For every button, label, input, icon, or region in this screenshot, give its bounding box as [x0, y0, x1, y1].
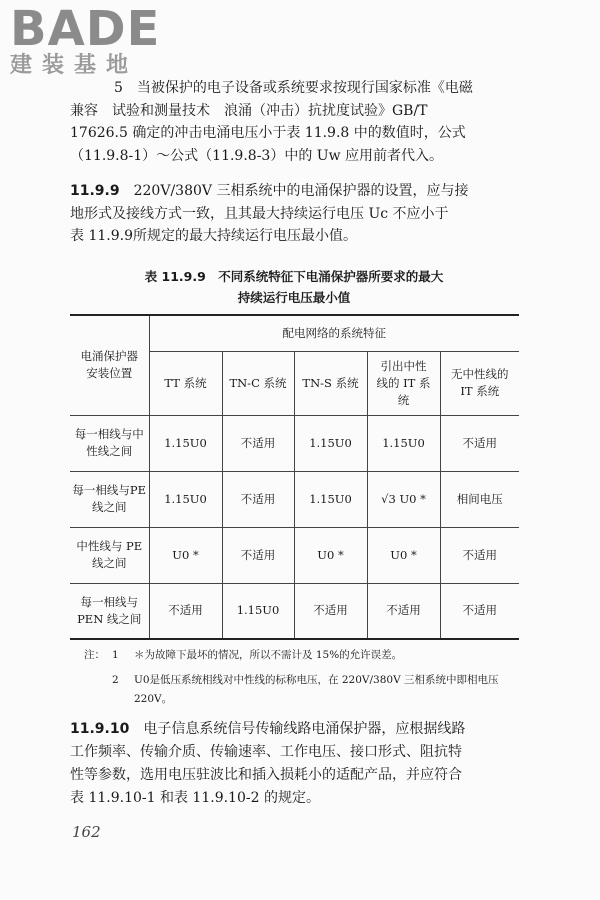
- table-cell: 不适用: [222, 527, 294, 583]
- table-cell: 相间电压: [440, 471, 519, 527]
- clause-line-3: 性等参数，选用电压驻波比和插入损耗小的适配产品，并应符合: [70, 767, 462, 783]
- intro-line-1: 5 当被保护的电子设备或系统要求按现行国家标准《电磁: [114, 80, 473, 96]
- group-header: 配电网络的系统特征: [149, 315, 519, 351]
- intro-paragraph-continued: [70, 100, 532, 168]
- logo-subtitle: 建装基地: [10, 53, 139, 78]
- table-cell: U0 *: [367, 527, 440, 583]
- intro-line-2: 兼容 试验和测量技术 浪涌（冲击）抗扰度试验》GB/T: [70, 102, 428, 119]
- table-cell: 1.15U0: [149, 415, 222, 471]
- corner-header: 电涌保护器安装位置: [70, 315, 149, 415]
- table-cell: 1.15U0: [294, 471, 367, 527]
- note-number: 1: [112, 649, 119, 661]
- intro-paragraph: [70, 77, 576, 100]
- table-row: [70, 527, 519, 583]
- clause-number: 11.9.10: [70, 721, 130, 737]
- table-cell: 1.15U0: [222, 583, 294, 639]
- clause-11-9-9: [70, 180, 532, 248]
- table-notes: [84, 646, 524, 709]
- table-row: [70, 583, 519, 639]
- row-label: 每一相线与中性线之间: [70, 415, 149, 471]
- column-header: 引出中性线的 IT 系统: [367, 351, 440, 415]
- clause-number: 11.9.9: [70, 183, 120, 199]
- page-number: 162: [72, 823, 101, 841]
- table-caption: [70, 266, 518, 308]
- clause-line-1: 电子信息系统信号传输线路电涌保护器，应根据线路: [143, 721, 466, 737]
- clause-line-1: 220V/380V 三相系统中的电涌保护器的设置，应与接: [133, 183, 469, 199]
- voltage-spec-table: [70, 314, 519, 640]
- clause-line-4: 表 11.9.10-1 和表 11.9.10-2 的规定。: [70, 790, 320, 806]
- note-number: 2: [112, 674, 119, 686]
- table-cell: 不适用: [222, 415, 294, 471]
- clause-line-2: 地形式及接线方式一致，且其最大持续运行电压 Uc 不应小于: [70, 205, 449, 222]
- table-cell: √3 U0 *: [367, 471, 440, 527]
- table-cell: 不适用: [222, 471, 294, 527]
- clause-11-9-10: [70, 718, 532, 810]
- table-caption-line-1: 表 11.9.9 不同系统特征下电涌保护器所要求的最大: [144, 269, 444, 284]
- notes-label: 注：: [84, 649, 105, 661]
- logo-wordmark: BADE: [10, 1, 161, 57]
- bade-logo: [10, 1, 161, 78]
- column-header: 无中性线的 IT 系统: [440, 351, 519, 415]
- table-cell: 不适用: [440, 415, 519, 471]
- table-caption-line-2: 持续运行电压最小值: [237, 290, 351, 305]
- table-cell: 不适用: [294, 583, 367, 639]
- note-text: U0是低压系统相线对中性线的标称电压，在 220V/380V 三相系统中即相电压 220V。: [134, 674, 499, 705]
- table-cell: 不适用: [149, 583, 222, 639]
- clause-line-2: 工作频率、传输介质、传输速率、工作电压、接口形式、阻抗特: [70, 744, 462, 760]
- column-header: TT 系统: [149, 351, 222, 415]
- note-text: ＊为故障下最坏的情况，所以不需计及 15%的允许误差。: [134, 649, 403, 661]
- table-cell: 1.15U0: [294, 415, 367, 471]
- clause-line-3: 表 11.9.9所规定的最大持续运行电压最小值。: [70, 228, 357, 244]
- table-cell: 1.15U0: [149, 471, 222, 527]
- table-row: [70, 415, 519, 471]
- row-label: 中性线与 PE 线之间: [70, 527, 149, 583]
- table-cell: 不适用: [367, 583, 440, 639]
- table-row: [70, 471, 519, 527]
- table-cell: U0 *: [149, 527, 222, 583]
- table-cell: 不适用: [440, 583, 519, 639]
- intro-line-4: （11.9.8-1）～公式（11.9.8-3）中的 Uw 应用前者代入。: [70, 147, 444, 164]
- column-header: TN-S 系统: [294, 351, 367, 415]
- row-label: 每一相线与PEN 线之间: [70, 583, 149, 639]
- table-cell: 不适用: [440, 527, 519, 583]
- table-cell: 1.15U0: [367, 415, 440, 471]
- column-header: TN-C 系统: [222, 351, 294, 415]
- table-cell: U0 *: [294, 527, 367, 583]
- intro-line-3: 17626.5 确定的冲击电涌电压小于表 11.9.8 中的数值时，公式: [70, 125, 466, 141]
- row-label: 每一相线与PE 线之间: [70, 471, 149, 527]
